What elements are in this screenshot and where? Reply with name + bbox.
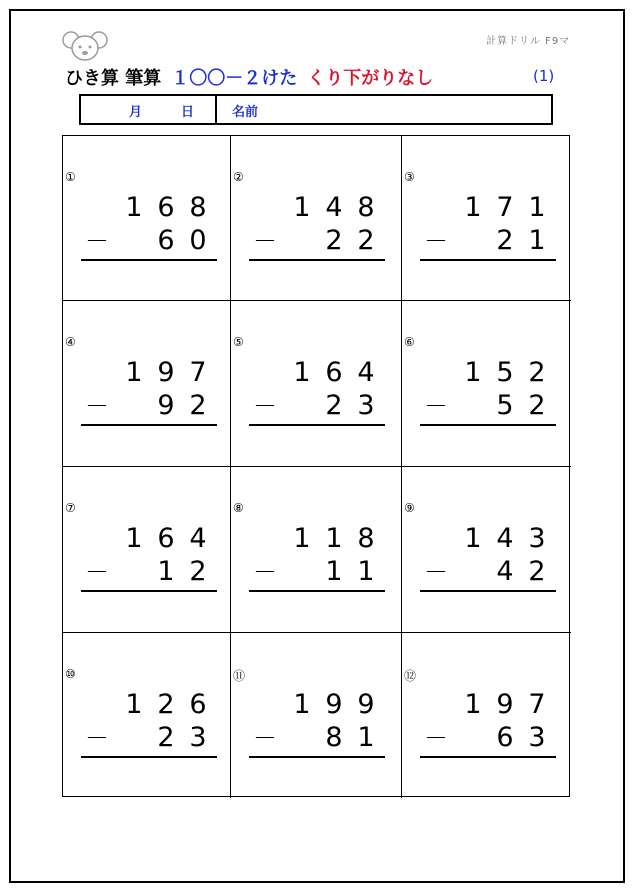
answer-line <box>420 756 556 758</box>
minus-sign: － <box>253 724 277 752</box>
minus-sign: － <box>253 392 277 420</box>
minuend-row <box>81 689 217 721</box>
subtrahend-digit: 1 <box>157 556 175 587</box>
problem-number: ⑩ <box>65 667 76 681</box>
minuend-row <box>81 523 217 555</box>
answer-line <box>249 424 385 426</box>
answer-line <box>420 424 556 426</box>
answer-line <box>249 259 385 261</box>
answer-line <box>81 259 217 261</box>
subtrahend-digit: 3 <box>528 722 546 753</box>
minuend-digit: 7 <box>528 689 546 720</box>
minuend-digit: 4 <box>189 523 207 554</box>
minuend-digit: 1 <box>293 192 311 223</box>
minus-sign: － <box>424 392 448 420</box>
name-divider <box>215 96 217 123</box>
answer-line <box>249 756 385 758</box>
problem-number: ⑤ <box>233 335 244 349</box>
minuend-digit: 1 <box>293 357 311 388</box>
minuend-row <box>249 689 385 721</box>
problem-cell[interactable] <box>402 467 571 633</box>
problem-cell[interactable] <box>231 633 402 798</box>
subtrahend-digit: 1 <box>325 556 343 587</box>
answer-line <box>420 590 556 592</box>
subtrahend-digit: 8 <box>325 722 343 753</box>
problem-cell[interactable] <box>63 136 231 301</box>
minuend-row <box>420 192 556 224</box>
problem-cell[interactable] <box>231 301 402 467</box>
minus-sign: － <box>85 558 109 586</box>
subtrahend-digit: 6 <box>157 225 175 256</box>
subtrahend-digit: 2 <box>357 225 375 256</box>
minuend-digit: 2 <box>528 357 546 388</box>
subtrahend-digit: 6 <box>496 722 514 753</box>
subtrahend-digit: 1 <box>528 225 546 256</box>
title-range: １〇〇－２けた <box>171 68 298 89</box>
minuend-digit: 6 <box>157 192 175 223</box>
problem-number: ② <box>233 170 244 184</box>
title-subject: ひき算 筆算 <box>65 68 162 89</box>
problem-cell[interactable] <box>402 136 571 301</box>
minuend-digit: 1 <box>125 192 143 223</box>
problem-cell[interactable] <box>402 633 571 798</box>
subtrahend-digit: 1 <box>357 722 375 753</box>
minus-sign: － <box>85 724 109 752</box>
name-date-box[interactable] <box>79 94 553 125</box>
minus-sign: － <box>253 227 277 255</box>
minuend-row <box>249 357 385 389</box>
minuend-digit: 1 <box>325 523 343 554</box>
problem-number: ⑥ <box>404 335 415 349</box>
answer-line <box>81 590 217 592</box>
minuend-row <box>249 192 385 224</box>
subtrahend-digit: 2 <box>496 225 514 256</box>
minuend-digit: 9 <box>325 689 343 720</box>
subtrahend-digit: 3 <box>189 722 207 753</box>
minuend-row <box>420 357 556 389</box>
minus-sign: － <box>253 558 277 586</box>
minuend-digit: 9 <box>357 689 375 720</box>
answer-line <box>81 424 217 426</box>
subtrahend-digit: 2 <box>528 556 546 587</box>
minuend-digit: 1 <box>125 689 143 720</box>
minuend-row <box>420 689 556 721</box>
subtrahend-digit: 2 <box>528 390 546 421</box>
minuend-digit: 6 <box>325 357 343 388</box>
subtrahend-row <box>81 225 217 257</box>
answer-line <box>249 590 385 592</box>
subtrahend-digit: 5 <box>496 390 514 421</box>
minuend-row <box>249 523 385 555</box>
month-label: 月 <box>129 105 143 120</box>
subtrahend-digit: 3 <box>357 390 375 421</box>
problem-number: ⑪ <box>233 669 246 683</box>
minuend-digit: 5 <box>496 357 514 388</box>
problem-grid <box>62 135 570 797</box>
problem-number: ① <box>65 170 76 184</box>
subtrahend-row <box>249 556 385 588</box>
minuend-digit: 8 <box>357 192 375 223</box>
subtrahend-digit: 4 <box>496 556 514 587</box>
minuend-digit: 7 <box>496 192 514 223</box>
problem-number: ⑦ <box>65 501 76 515</box>
problem-number: ⑨ <box>404 501 415 515</box>
minuend-digit: 1 <box>464 192 482 223</box>
minuend-row <box>81 192 217 224</box>
problem-cell[interactable] <box>63 301 231 467</box>
subtrahend-row <box>420 225 556 257</box>
minuend-digit: 1 <box>464 357 482 388</box>
minuend-digit: 6 <box>189 689 207 720</box>
problem-cell[interactable] <box>63 467 231 633</box>
minuend-digit: 7 <box>189 357 207 388</box>
set-number: (1) <box>533 67 555 85</box>
minuend-digit: 1 <box>528 192 546 223</box>
subtrahend-row <box>249 390 385 422</box>
minuend-digit: 9 <box>157 357 175 388</box>
minuend-row <box>420 523 556 555</box>
minus-sign: － <box>424 558 448 586</box>
minuend-digit: 1 <box>293 523 311 554</box>
subtrahend-digit: 2 <box>189 390 207 421</box>
subtrahend-row <box>420 556 556 588</box>
subtrahend-row <box>81 390 217 422</box>
subtrahend-row <box>420 390 556 422</box>
subtrahend-digit: 2 <box>325 390 343 421</box>
subtrahend-digit: 9 <box>157 390 175 421</box>
minuend-digit: 3 <box>528 523 546 554</box>
problem-number: ④ <box>65 335 76 349</box>
subtrahend-row <box>81 722 217 754</box>
problem-cell[interactable] <box>231 136 402 301</box>
minuend-digit: 6 <box>157 523 175 554</box>
answer-line <box>81 756 217 758</box>
subtrahend-row <box>420 722 556 754</box>
mouse-face-icon <box>62 30 108 62</box>
minuend-digit: 4 <box>357 357 375 388</box>
answer-line <box>420 259 556 261</box>
minuend-digit: 1 <box>464 689 482 720</box>
minuend-digit: 8 <box>357 523 375 554</box>
minuend-row <box>81 357 217 389</box>
subtrahend-digit: 2 <box>325 225 343 256</box>
minus-sign: － <box>424 227 448 255</box>
brand-label: 計算ドリル F9マ <box>486 36 571 47</box>
subtrahend-digit: 2 <box>157 722 175 753</box>
page-title <box>65 66 433 92</box>
problem-number: ⑫ <box>404 669 417 683</box>
subtrahend-digit: 2 <box>189 556 207 587</box>
problem-number: ⑧ <box>233 501 244 515</box>
subtrahend-row <box>81 556 217 588</box>
minuend-digit: 8 <box>189 192 207 223</box>
minus-sign: － <box>85 392 109 420</box>
title-condition: くり下がりなし <box>307 68 434 89</box>
subtrahend-digit: 0 <box>189 225 207 256</box>
subtrahend-row <box>249 225 385 257</box>
day-label: 日 <box>181 105 195 120</box>
problem-cell[interactable] <box>402 301 571 467</box>
minuend-digit: 1 <box>464 523 482 554</box>
problem-number: ③ <box>404 170 415 184</box>
subtrahend-digit: 1 <box>357 556 375 587</box>
problem-cell[interactable] <box>63 633 231 798</box>
minuend-digit: 9 <box>496 689 514 720</box>
minuend-digit: 4 <box>496 523 514 554</box>
problem-cell[interactable] <box>231 467 402 633</box>
name-label: 名前 <box>232 105 259 120</box>
minus-sign: － <box>424 724 448 752</box>
minus-sign: － <box>85 227 109 255</box>
minuend-digit: 4 <box>325 192 343 223</box>
subtrahend-row <box>249 722 385 754</box>
minuend-digit: 2 <box>157 689 175 720</box>
minuend-digit: 1 <box>293 689 311 720</box>
minuend-digit: 1 <box>125 523 143 554</box>
minuend-digit: 1 <box>125 357 143 388</box>
